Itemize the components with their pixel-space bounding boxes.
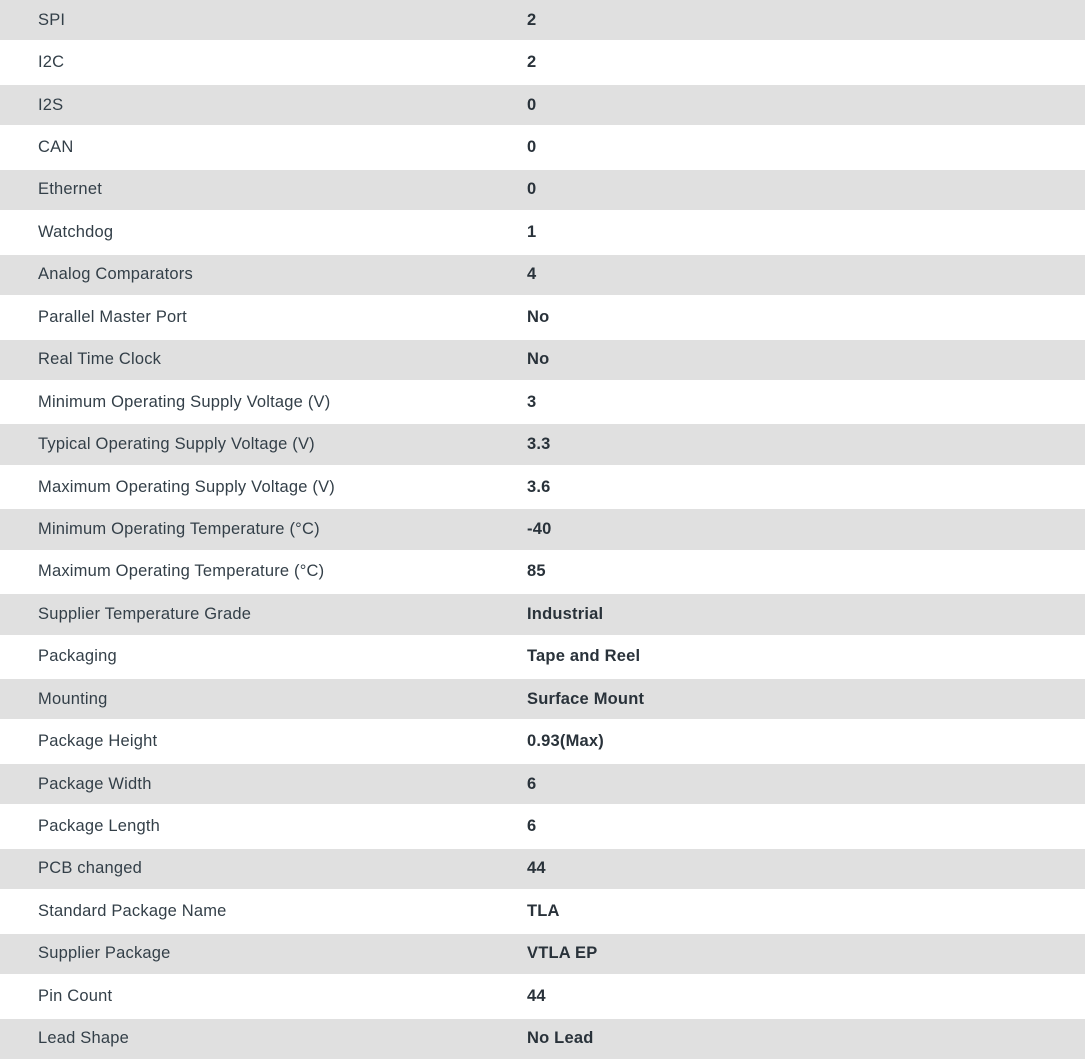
spec-label: Packaging: [38, 647, 117, 666]
spec-value: 0.93(Max): [527, 732, 605, 751]
table-row: [0, 382, 1085, 424]
spec-value: 6: [527, 817, 537, 836]
spec-label: CAN: [38, 138, 74, 157]
table-row: [0, 297, 1085, 339]
table-row: [0, 212, 1085, 254]
spec-label: Mounting: [38, 689, 108, 708]
table-row: [0, 594, 1085, 636]
spec-label: Supplier Package: [38, 944, 171, 963]
table-row: [0, 467, 1085, 509]
spec-label: Maximum Operating Supply Voltage (V): [38, 477, 335, 496]
spec-label: I2C: [38, 53, 65, 72]
spec-label: Ethernet: [38, 180, 102, 199]
spec-label: Analog Comparators: [38, 265, 193, 284]
table-row: [0, 976, 1085, 1018]
spec-value: 2: [527, 10, 537, 29]
table-row: [0, 891, 1085, 933]
table-row: [0, 849, 1085, 891]
spec-label: PCB changed: [38, 859, 143, 878]
spec-label: Real Time Clock: [38, 350, 162, 369]
table-row: [0, 806, 1085, 848]
table-row: [0, 42, 1085, 84]
table-row: [0, 679, 1085, 721]
spec-value: 0: [527, 95, 537, 114]
spec-label: Supplier Temperature Grade: [38, 604, 252, 623]
spec-label: Minimum Operating Supply Voltage (V): [38, 392, 331, 411]
table-row: [0, 509, 1085, 551]
table-row: [0, 255, 1085, 297]
spec-value: 4: [527, 265, 537, 284]
spec-label: Package Width: [38, 774, 152, 793]
spec-value: 44: [527, 859, 546, 878]
spec-value: Industrial: [527, 604, 604, 623]
spec-label: Pin Count: [38, 986, 113, 1005]
spec-label: Watchdog: [38, 222, 114, 241]
table-row: [0, 0, 1085, 42]
spec-value: No Lead: [527, 1029, 594, 1048]
spec-value: Surface Mount: [527, 689, 645, 708]
spec-value: 0: [527, 180, 537, 199]
table-row: [0, 85, 1085, 127]
table-row: [0, 170, 1085, 212]
table-row: [0, 424, 1085, 466]
table-row: [0, 764, 1085, 806]
spec-value: 85: [527, 562, 546, 581]
table-row: [0, 721, 1085, 763]
spec-value: 2: [527, 53, 537, 72]
spec-value: 6: [527, 774, 537, 793]
spec-value: 3.3: [527, 435, 551, 454]
spec-value: 0: [527, 138, 537, 157]
spec-label: Package Height: [38, 732, 158, 751]
spec-label: SPI: [38, 10, 66, 29]
spec-label: Package Length: [38, 817, 161, 836]
spec-value: -40: [527, 519, 552, 538]
table-row: [0, 934, 1085, 976]
spec-value: TLA: [527, 901, 560, 920]
spec-value: VTLA EP: [527, 944, 598, 963]
spec-value: 1: [527, 222, 537, 241]
spec-value: No: [527, 307, 550, 326]
table-row: [0, 340, 1085, 382]
spec-label: I2S: [38, 95, 64, 114]
spec-label: Lead Shape: [38, 1029, 130, 1048]
spec-value: 3: [527, 392, 537, 411]
table-row: [0, 552, 1085, 594]
spec-value: 44: [527, 986, 546, 1005]
spec-label: Standard Package Name: [38, 901, 227, 920]
spec-label: Maximum Operating Temperature (°C): [38, 562, 325, 581]
table-row: [0, 637, 1085, 679]
spec-label: Typical Operating Supply Voltage (V): [38, 435, 315, 454]
spec-value: 3.6: [527, 477, 551, 496]
table-row: [0, 1019, 1085, 1061]
spec-label: Minimum Operating Temperature (°C): [38, 519, 320, 538]
table-row: [0, 127, 1085, 169]
spec-label: Parallel Master Port: [38, 307, 187, 326]
spec-value: Tape and Reel: [527, 647, 641, 666]
spec-value: No: [527, 350, 550, 369]
